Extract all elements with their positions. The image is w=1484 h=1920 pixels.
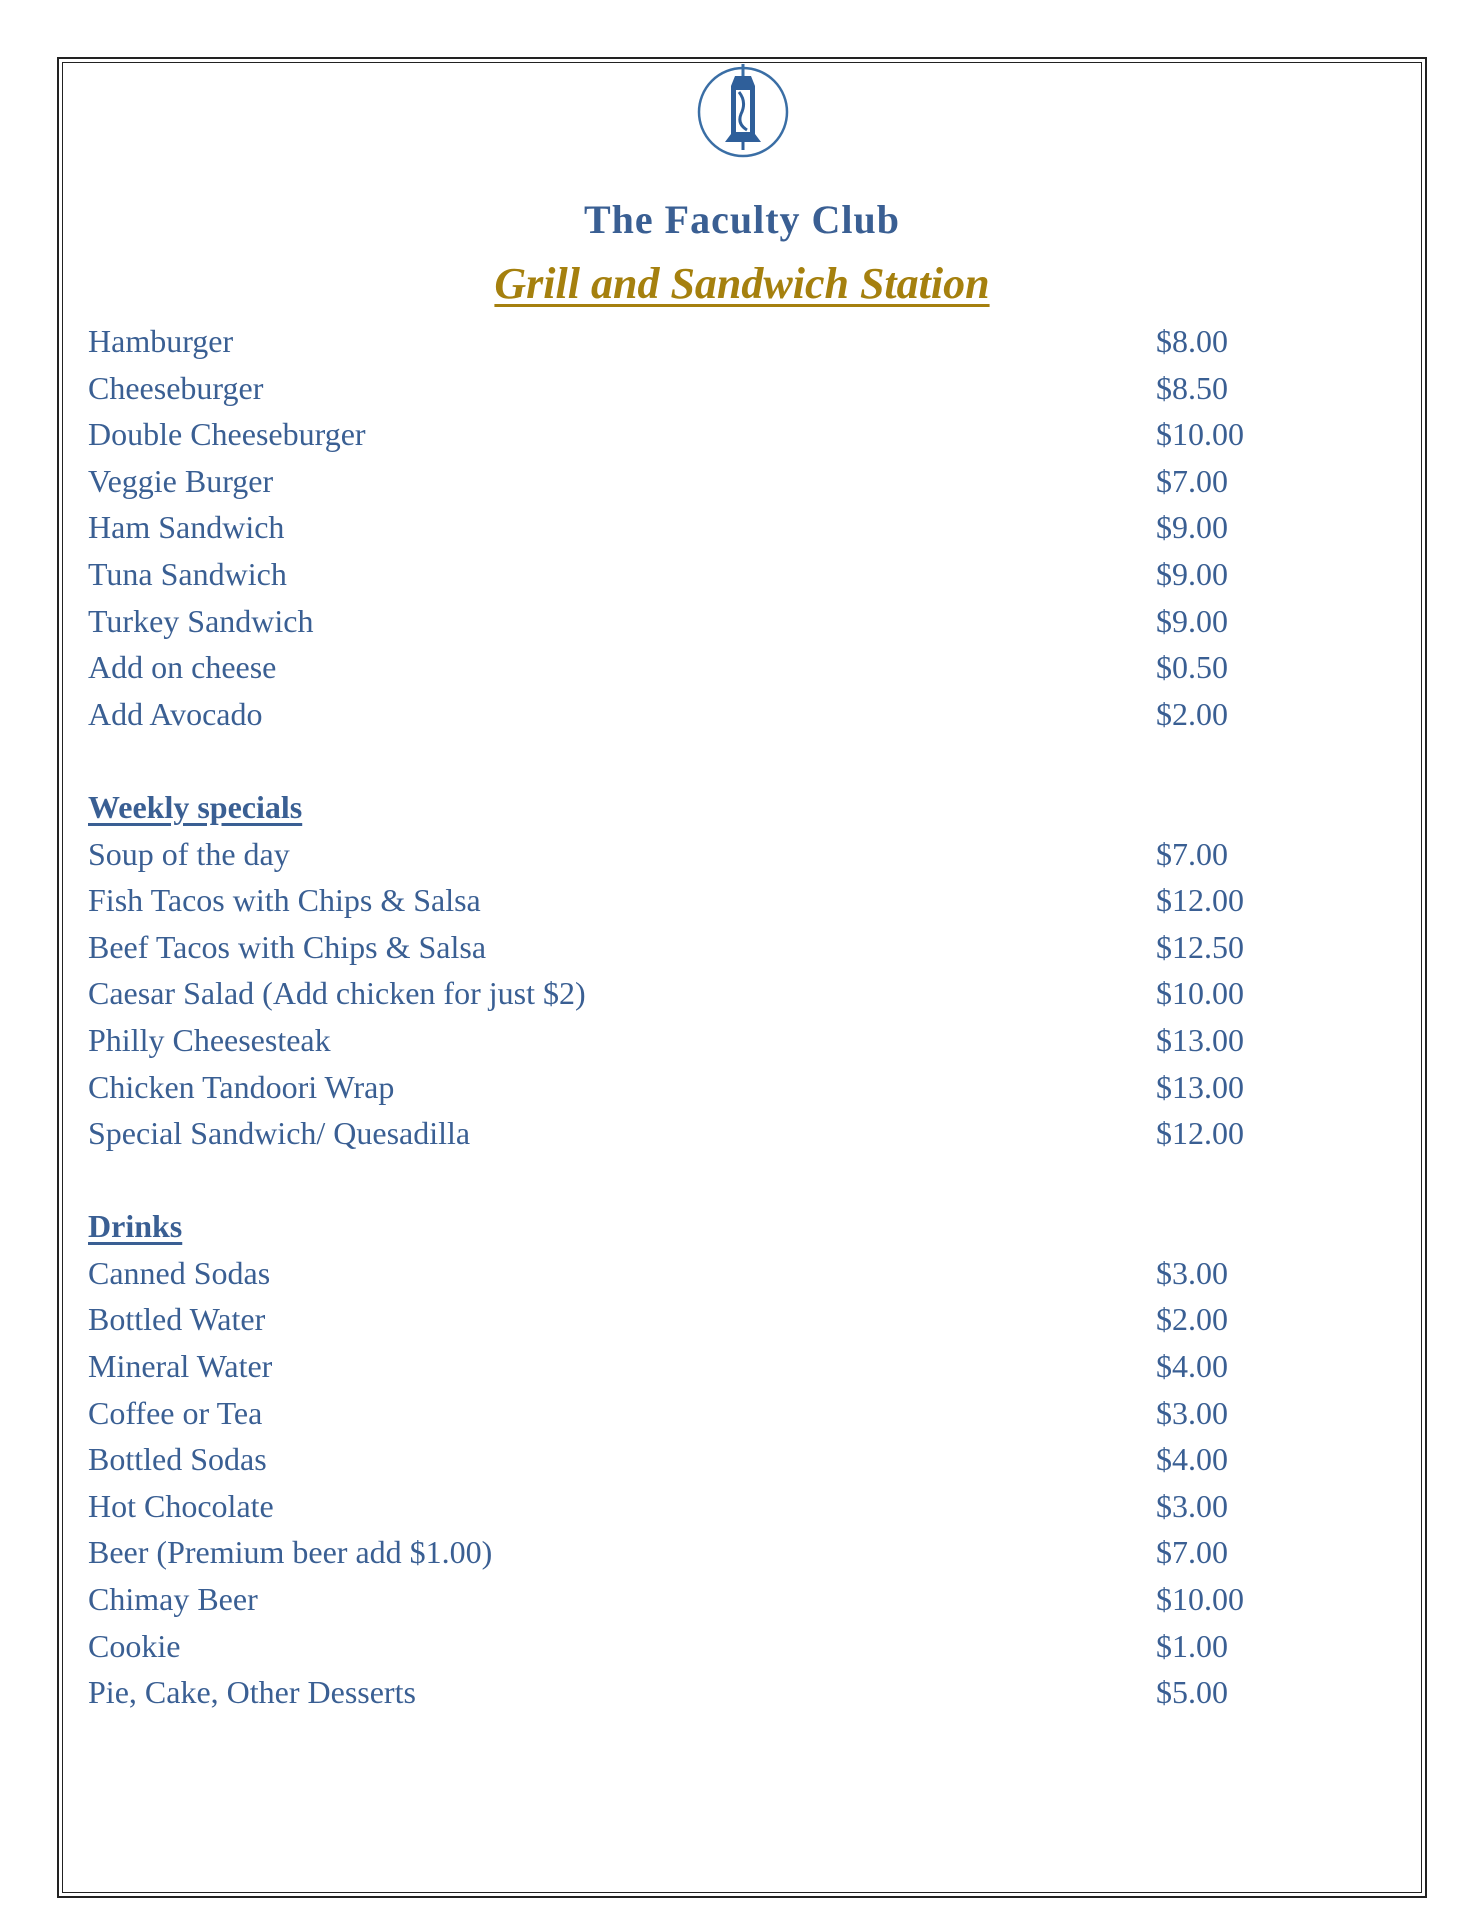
menu-item-name: Coffee or Tea [88, 1394, 263, 1431]
menu-item [88, 1296, 1288, 1343]
menu-item [88, 458, 1288, 505]
menu-item-price: $10.00 [1156, 1581, 1244, 1618]
menu-list [88, 318, 1288, 1716]
menu-item-price: $2.00 [1156, 1301, 1228, 1338]
menu-item-name: Ham Sandwich [88, 509, 285, 546]
menu-item-price: $10.00 [1156, 416, 1244, 453]
section-heading: Drinks [88, 1208, 183, 1245]
menu-item-price: $1.00 [1156, 1627, 1228, 1664]
menu-item-name: Canned Sodas [88, 1254, 271, 1291]
menu-item [88, 598, 1288, 645]
menu-item-name: Tuna Sandwich [88, 555, 287, 592]
lantern-logo-icon [695, 62, 791, 158]
menu-item [88, 644, 1288, 691]
menu-item-price: $7.00 [1156, 462, 1228, 499]
menu-item-name: Bottled Water [88, 1301, 266, 1338]
menu-item-name: Hot Chocolate [88, 1487, 274, 1524]
menu-item [88, 970, 1288, 1017]
menu-item-price: $8.00 [1156, 323, 1228, 359]
club-name: The Faculty Club [583, 197, 901, 242]
menu-item-name: Turkey Sandwich [88, 602, 314, 639]
menu-item-price: $4.00 [1156, 1348, 1228, 1385]
menu-item [88, 877, 1288, 924]
menu-item [88, 1529, 1288, 1576]
menu-item-price: $8.50 [1156, 369, 1228, 406]
menu-item [88, 1343, 1288, 1390]
menu-item-price: $9.00 [1156, 555, 1228, 592]
menu-item-name: Fish Tacos with Chips & Salsa [88, 882, 481, 919]
menu-item-name: Double Cheeseburger [88, 416, 366, 453]
menu-item-name: Cheeseburger [88, 369, 264, 406]
menu-item-name: Add Avocado [88, 695, 263, 732]
section-heading-row [88, 784, 1288, 831]
menu-item-name: Hamburger [88, 323, 234, 359]
menu-item-name: Special Sandwich/ Quesadilla [88, 1115, 471, 1152]
menu-item [88, 1390, 1288, 1437]
menu-item [88, 831, 1288, 878]
menu-item [88, 365, 1288, 412]
section-heading: Weekly specials [88, 788, 303, 825]
menu-item-name: Beer (Premium beer add $1.00) [88, 1534, 493, 1571]
menu-item-name: Veggie Burger [88, 462, 274, 499]
menu-item [88, 1064, 1288, 1111]
menu-item [88, 924, 1288, 971]
menu-item-price: $12.00 [1156, 1115, 1244, 1152]
menu-item-name: Philly Cheesesteak [88, 1021, 331, 1058]
menu-item-price: $13.00 [1156, 1068, 1244, 1105]
menu-item-price: $3.00 [1156, 1487, 1228, 1524]
menu-item-name: Soup of the day [88, 835, 290, 872]
menu-item [88, 1250, 1288, 1297]
menu-item-name: Cookie [88, 1627, 181, 1664]
menu-item-name: Beef Tacos with Chips & Salsa [88, 928, 487, 965]
menu-item-price: $0.50 [1156, 649, 1228, 686]
menu-item-name: Bottled Sodas [88, 1441, 267, 1478]
menu-item-name: Add on cheese [88, 649, 277, 686]
menu-item [88, 318, 1288, 365]
station-title-text: Grill and Sandwich Station [494, 259, 990, 308]
menu-item-price: $4.00 [1156, 1441, 1228, 1478]
menu-item-price: $9.00 [1156, 602, 1228, 639]
menu-item-price: $9.00 [1156, 509, 1228, 546]
menu-item [88, 1483, 1288, 1530]
menu-item-price: $10.00 [1156, 975, 1244, 1012]
menu-item [88, 1017, 1288, 1064]
section-heading-row [88, 1203, 1288, 1250]
menu-item-price: $12.00 [1156, 882, 1244, 919]
section-spacer [88, 1157, 1288, 1204]
menu-item-name: Chicken Tandoori Wrap [88, 1068, 395, 1105]
menu-item-price: $5.00 [1156, 1674, 1228, 1711]
menu-item [88, 504, 1288, 551]
menu-item [88, 1110, 1288, 1157]
menu-item [88, 411, 1288, 458]
menu-item-price: $7.00 [1156, 835, 1228, 872]
section-spacer [88, 737, 1288, 784]
menu-item [88, 1669, 1288, 1716]
menu-item [88, 1436, 1288, 1483]
menu-item-name: Chimay Beer [88, 1581, 258, 1618]
menu-item-name: Caesar Salad (Add chicken for just $2) [88, 975, 586, 1012]
menu-item-price: $3.00 [1156, 1254, 1228, 1291]
menu-item [88, 1576, 1288, 1623]
menu-item [88, 551, 1288, 598]
menu-item-price: $7.00 [1156, 1534, 1228, 1571]
menu-item-price: $12.50 [1156, 928, 1244, 965]
menu-item-name: Pie, Cake, Other Desserts [88, 1674, 416, 1711]
menu-item-price: $13.00 [1156, 1021, 1244, 1058]
menu-item-name: Mineral Water [88, 1348, 273, 1385]
menu-item-price: $2.00 [1156, 695, 1228, 732]
menu-item-price: $3.00 [1156, 1394, 1228, 1431]
station-title [0, 258, 1484, 309]
menu-item [88, 691, 1288, 738]
menu-item [88, 1623, 1288, 1670]
